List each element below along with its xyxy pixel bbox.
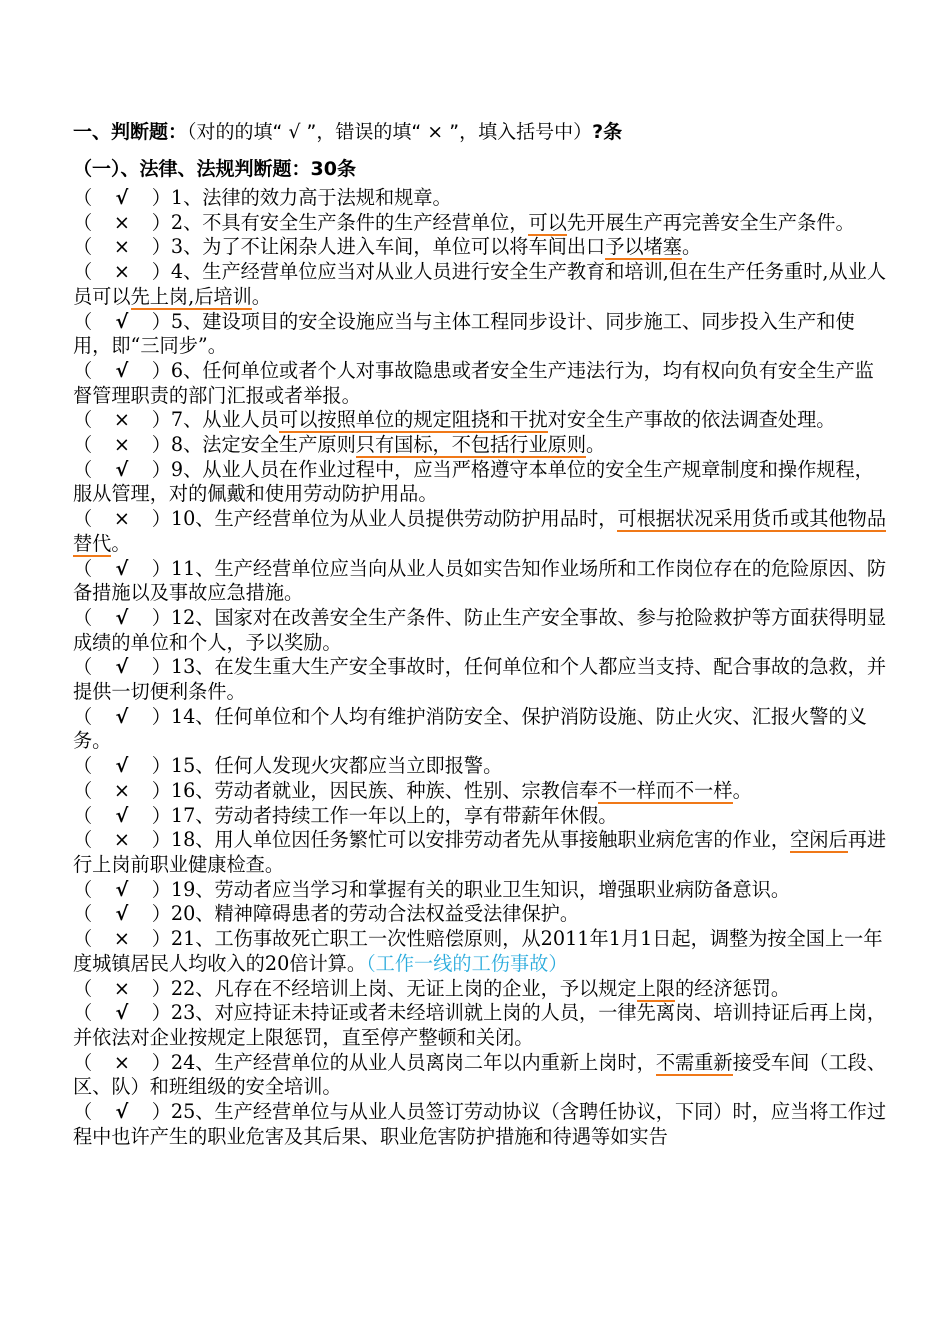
- open-paren: （: [73, 507, 93, 531]
- open-paren: （: [73, 778, 93, 802]
- close-paren: ）: [151, 556, 171, 580]
- item-number: 5、: [170, 309, 203, 333]
- close-paren: ）: [151, 235, 171, 259]
- check-mark: √: [115, 605, 129, 629]
- item-text-end: 对安全生产事故的依法调查处理。: [547, 408, 836, 432]
- annotation-note: （工作一线的工伤事故）: [366, 951, 568, 975]
- item-text: 生产经营单位应当向从业人员如实告知作业场所和工作岗位存在的危险原因、防备措施以及事故应急措施。: [73, 556, 887, 605]
- highlighted-phrase: 予以堵塞: [605, 235, 682, 259]
- item-text-end: 。: [111, 531, 131, 555]
- item-text-end: 接受车间（工段、区、队）和班组级的安全培训。: [73, 1050, 887, 1099]
- item-number: 16、: [170, 778, 215, 802]
- open-paren: （: [73, 877, 93, 901]
- close-paren: ）: [151, 1050, 171, 1074]
- item-text-end: 。: [586, 433, 606, 457]
- item-number: 14、: [170, 704, 215, 728]
- close-paren: ）: [151, 358, 171, 382]
- highlighted-phrase: 不一样而不一样: [598, 778, 733, 802]
- close-paren: ）: [151, 457, 171, 481]
- list-item: [73, 828, 893, 877]
- open-paren: （: [73, 927, 93, 951]
- item-text: 工伤事故死亡职工一次性赔偿原则，从2011年1月1日起，调整为按全国上一年度城镇居民人均收入的20倍计算。: [73, 927, 883, 975]
- close-paren: ）: [151, 605, 171, 629]
- item-number: 24、: [170, 1050, 215, 1074]
- subsection-title: （一）、法律、法规判断题：30条: [73, 158, 356, 180]
- item-number: 23、: [170, 1001, 215, 1025]
- item-number: 25、: [170, 1100, 215, 1124]
- item-text: 法律的效力高于法规和规章。: [202, 186, 452, 209]
- check-mark: √: [115, 309, 129, 333]
- list-item: [73, 557, 893, 606]
- item-number: 12、: [170, 605, 215, 629]
- highlighted-phrase: 上限: [636, 976, 675, 1000]
- highlighted-phrase: 不需重新: [655, 1050, 733, 1074]
- list-item: [73, 310, 893, 359]
- item-number: 7、: [170, 408, 203, 432]
- close-paren: ）: [151, 902, 171, 926]
- check-mark: √: [115, 1001, 129, 1025]
- item-text: 从业人员在作业过程中，应当严格遵守本单位的安全生产规章制度和操作规程，服从管理，对的佩戴和使用劳动防护用品。: [73, 457, 874, 506]
- item-text: 精神障碍患者的劳动合法权益受法律保护。: [214, 902, 580, 926]
- item-number: 11、: [170, 556, 215, 580]
- item-text: 生产经营单位与从业人员签订劳动协议（含聘任协议，下同）时，应当将工作过程中也许产生的职业危害及其后果、职业危害防护措施和待遇等如实告: [73, 1100, 887, 1148]
- check-mark: √: [115, 877, 129, 901]
- open-paren: （: [73, 902, 93, 926]
- list-item: [73, 705, 893, 754]
- item-text: 国家对在改善安全生产条件、防止生产安全事故、参与抢险救护等方面获得明显成绩的单位和个人，予以奖励。: [73, 605, 887, 654]
- open-paren: （: [73, 210, 93, 234]
- cross-mark: ×: [113, 976, 130, 1000]
- cross-mark: ×: [113, 433, 130, 457]
- close-paren: ）: [151, 309, 171, 333]
- close-paren: ）: [151, 186, 171, 209]
- cross-mark: ×: [113, 408, 130, 432]
- section-title-suffix: ?条: [592, 121, 623, 143]
- open-paren: （: [73, 309, 93, 333]
- item-number: 3、: [170, 235, 203, 259]
- item-number: 22、: [170, 976, 215, 1000]
- highlighted-phrase: 可根据状况采用货币或其他物品替代: [73, 507, 887, 555]
- open-paren: （: [73, 1050, 93, 1074]
- item-number: 17、: [170, 803, 215, 827]
- item-text: 用人单位因任务繁忙可以安排劳动者先从事接触职业病危害的作业，: [214, 828, 791, 852]
- cross-mark: ×: [113, 927, 130, 951]
- item-text: 生产经营单位为从业人员提供劳动防护用品时，: [214, 507, 618, 531]
- list-item: [73, 655, 893, 704]
- close-paren: ）: [151, 828, 171, 852]
- item-number: 4、: [170, 260, 203, 284]
- item-text: 劳动者持续工作一年以上的，享有带薪年休假。: [214, 803, 618, 827]
- item-text: 不具有安全生产条件的生产经营单位，: [202, 210, 529, 234]
- highlighted-phrase: 只有国标，不包括行业原则: [355, 433, 587, 457]
- item-number: 10、: [170, 507, 215, 531]
- highlighted-phrase: 可以按照单位的规定阻挠和干扰: [279, 408, 548, 432]
- item-number: 21、: [170, 927, 215, 951]
- list-item: [73, 186, 893, 211]
- item-number: 19、: [170, 877, 215, 901]
- open-paren: （: [73, 976, 93, 1000]
- item-text: 任何单位或者个人对事故隐患或者安全生产违法行为，均有权向负有安全生产监督管理职责的部门汇报或者举报。: [73, 358, 874, 407]
- cross-mark: ×: [113, 1050, 130, 1074]
- item-number: 18、: [170, 828, 215, 852]
- close-paren: ）: [151, 778, 171, 802]
- list-item: [73, 606, 893, 655]
- item-text: 从业人员: [202, 408, 280, 432]
- open-paren: （: [73, 1100, 93, 1124]
- item-text-end: 的经济惩罚。: [675, 976, 791, 1000]
- list-item: [73, 433, 893, 458]
- item-number: 20、: [170, 902, 215, 926]
- close-paren: ）: [151, 803, 171, 827]
- open-paren: （: [73, 457, 93, 481]
- check-mark: √: [115, 186, 129, 209]
- open-paren: （: [73, 433, 93, 457]
- list-item: [73, 902, 893, 927]
- check-mark: √: [115, 754, 129, 778]
- section-title-main: 一、判断题：: [73, 121, 188, 143]
- cross-mark: ×: [113, 507, 130, 531]
- item-text: 法定安全生产原则: [202, 433, 356, 457]
- item-text: 在发生重大生产安全事故时，任何单位和个人都应当支持、配合事故的急救，并提供一切便利条件。: [73, 655, 887, 704]
- check-mark: √: [115, 704, 129, 728]
- item-text: 凡存在不经培训上岗、无证上岗的企业，予以规定: [214, 976, 637, 1000]
- check-mark: √: [115, 902, 129, 926]
- item-number: 6、: [170, 358, 203, 382]
- list-item: [73, 779, 893, 804]
- open-paren: （: [73, 186, 93, 209]
- open-paren: （: [73, 235, 93, 259]
- check-mark: √: [115, 358, 129, 382]
- item-text-end: 。: [681, 235, 702, 259]
- item-text: 任何单位和个人均有维护消防安全、保护消防设施、防止火灾、汇报火警的义务。: [73, 704, 867, 753]
- list-item: [73, 754, 893, 779]
- open-paren: （: [73, 704, 93, 728]
- check-mark: √: [115, 655, 129, 679]
- list-item: [73, 1100, 893, 1149]
- open-paren: （: [73, 828, 93, 852]
- list-item: [73, 977, 893, 1002]
- item-text: 建设项目的安全设施应当与主体工程同步设计、同步施工、同步投入生产和使用，即“三同步”。: [73, 309, 855, 358]
- close-paren: ）: [151, 1001, 171, 1025]
- item-text: 劳动者就业，因民族、种族、性别、宗教信奉: [214, 778, 599, 802]
- open-paren: （: [73, 358, 93, 382]
- list-item: [73, 458, 893, 507]
- item-text-end: 再进行上岗前职业健康检查。: [73, 828, 887, 876]
- highlighted-phrase: 先上岗,后培训: [130, 284, 252, 308]
- check-mark: √: [115, 803, 129, 827]
- list-item: [73, 408, 893, 433]
- item-number: 1、: [170, 186, 203, 209]
- close-paren: ）: [151, 433, 171, 457]
- item-text: 为了不让闲杂人进入车间，单位可以将车间出口: [202, 235, 606, 259]
- open-paren: （: [73, 556, 93, 580]
- list-item: [73, 260, 893, 309]
- item-number: 15、: [170, 754, 215, 778]
- list-item: [73, 927, 893, 976]
- list-item: [73, 235, 893, 260]
- document-page: [73, 112, 893, 1149]
- question-list: [73, 186, 893, 1149]
- cross-mark: ×: [113, 828, 130, 852]
- close-paren: ）: [151, 927, 171, 951]
- list-item: [73, 1051, 893, 1100]
- open-paren: （: [73, 754, 93, 778]
- section-title: [73, 120, 893, 144]
- item-text-end: 。: [732, 778, 752, 802]
- close-paren: ）: [151, 408, 171, 432]
- cross-mark: ×: [113, 235, 130, 259]
- cross-mark: ×: [113, 260, 130, 284]
- check-mark: √: [115, 457, 129, 481]
- check-mark: √: [115, 556, 129, 580]
- close-paren: ）: [151, 976, 171, 1000]
- list-item: [73, 804, 893, 829]
- close-paren: ）: [151, 754, 171, 778]
- open-paren: （: [73, 605, 93, 629]
- list-item: [73, 211, 893, 236]
- cross-mark: ×: [113, 210, 130, 234]
- item-text-end: 先开展生产再完善安全生产条件。: [566, 210, 855, 234]
- close-paren: ）: [151, 260, 171, 284]
- item-number: 13、: [170, 655, 215, 679]
- close-paren: ）: [151, 704, 171, 728]
- list-item: [73, 1001, 893, 1050]
- item-text: 任何人发现火灾都应当立即报警。: [214, 754, 503, 778]
- highlighted-phrase: 可以: [528, 210, 567, 234]
- list-item: [73, 507, 893, 556]
- item-number: 9、: [170, 457, 203, 481]
- open-paren: （: [73, 1001, 93, 1025]
- item-number: 2、: [170, 210, 203, 234]
- list-item: [73, 359, 893, 408]
- item-text-end: 。: [251, 284, 271, 308]
- item-text: 劳动者应当学习和掌握有关的职业卫生知识，增强职业病防备意识。: [214, 877, 791, 901]
- open-paren: （: [73, 408, 93, 432]
- item-text: 生产经营单位的从业人员离岗二年以内重新上岗时，: [214, 1050, 656, 1074]
- list-item: [73, 878, 893, 903]
- close-paren: ）: [151, 210, 171, 234]
- item-text: 对应持证未持证或者未经培训就上岗的人员，一律先离岗、培训持证后再上岗，并依法对企业按规定上限惩罚，直至停产整顿和关闭。: [73, 1001, 887, 1049]
- item-number: 8、: [170, 433, 203, 457]
- close-paren: ）: [151, 877, 171, 901]
- highlighted-phrase: 空闲后: [790, 828, 848, 852]
- check-mark: √: [115, 1100, 129, 1124]
- item-text: 生产经营单位应当对从业人员进行安全生产教育和培训,但在生产任务重时,从业人员可以: [73, 260, 887, 308]
- cross-mark: ×: [113, 778, 130, 802]
- open-paren: （: [73, 655, 93, 679]
- open-paren: （: [73, 803, 93, 827]
- open-paren: （: [73, 260, 93, 284]
- section-title-paren: （对的的填“ √ ”，错误的填“ × ”，填入括号中）: [187, 121, 593, 143]
- close-paren: ）: [151, 1100, 171, 1124]
- close-paren: ）: [151, 507, 171, 531]
- close-paren: ）: [151, 655, 171, 679]
